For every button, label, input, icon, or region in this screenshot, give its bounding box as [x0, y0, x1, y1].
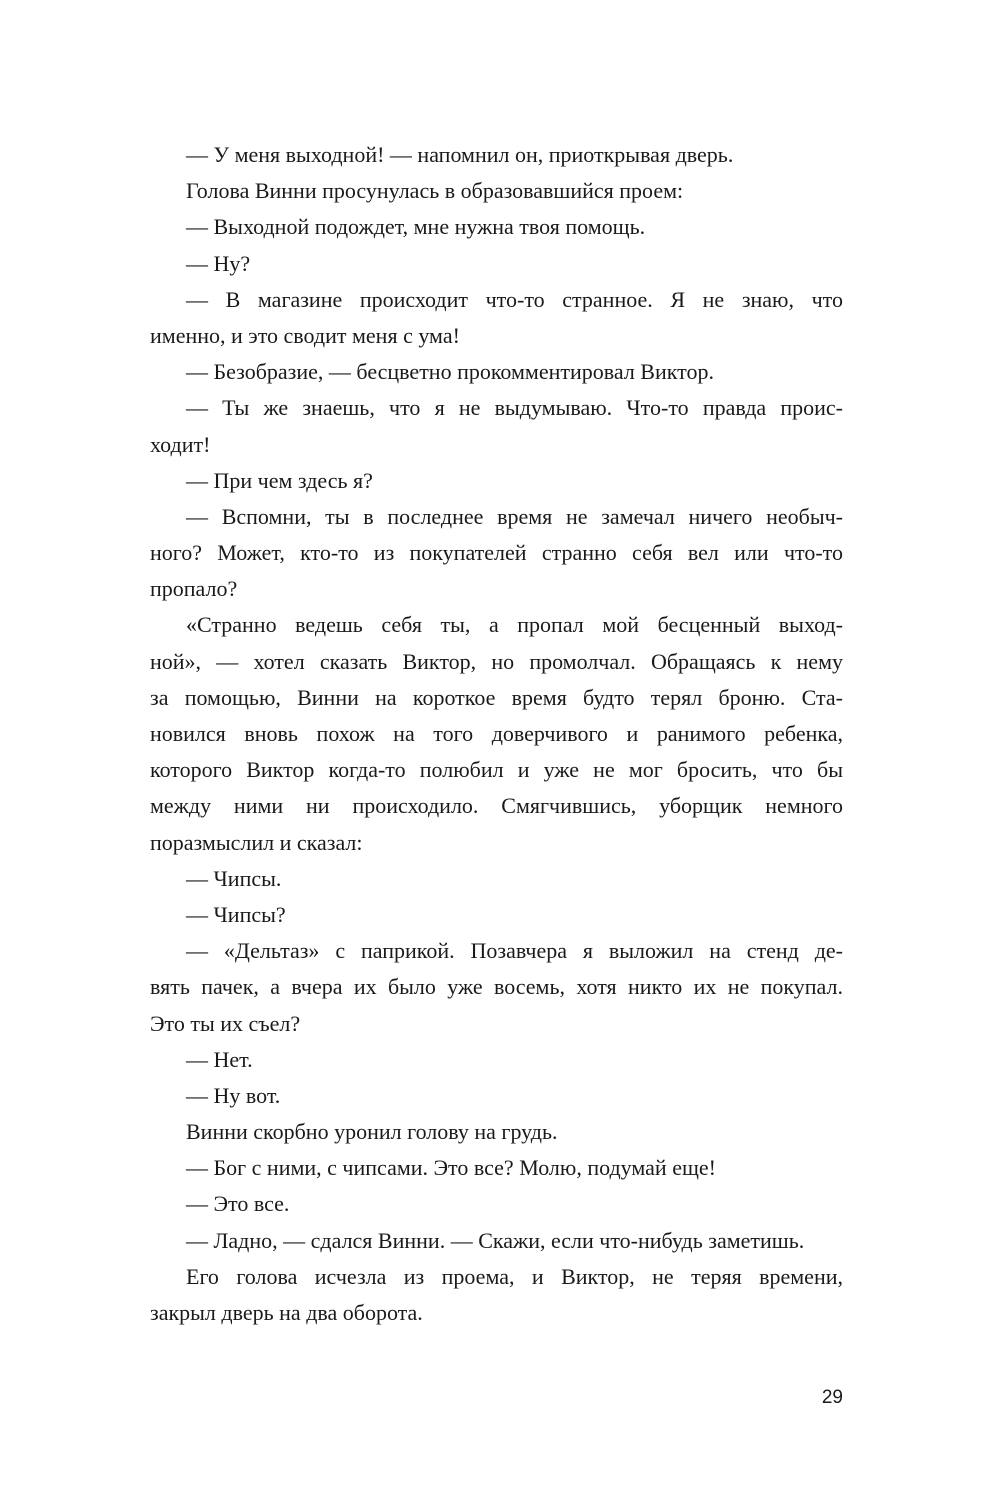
text-line: — Бог с ними, с чипсами. Это все? Молю, подумай еще!: [186, 1155, 716, 1181]
text-line: Это ты их съел?: [150, 1010, 301, 1036]
text-line: — Ну вот.: [186, 1082, 281, 1108]
page-number: 29: [821, 1387, 843, 1408]
text-line: — «Дельтаз» с паприкой. Позавчера я выложил на стенд де-: [186, 938, 843, 964]
text-line: — Это все.: [186, 1191, 290, 1217]
paragraph: [150, 499, 843, 608]
text-line: Винни скорбно уронил голову на грудь.: [186, 1119, 558, 1145]
text-line: — Чипсы.: [186, 865, 282, 891]
paragraph: [150, 246, 843, 282]
text-line: — Ну?: [186, 250, 251, 276]
paragraph: [150, 173, 843, 209]
text-line: — Вспомни, ты в последнее время не замечал ничего необыч-: [186, 503, 843, 529]
paragraph: [150, 933, 843, 1042]
text-line: — Чипсы?: [186, 901, 286, 927]
paragraph: [150, 1114, 843, 1150]
text-line: ходит!: [150, 431, 211, 457]
text-line: ной», — хотел сказать Виктор, но промолчал. Обращаясь к нему: [150, 648, 843, 674]
paragraph: [150, 137, 843, 173]
paragraph: [150, 1186, 843, 1222]
paragraph: [150, 209, 843, 245]
paragraph: [150, 861, 843, 897]
text-line: — Выходной подождет, мне нужна твоя помощь.: [186, 214, 646, 240]
text-line: именно, и это сводит меня с ума!: [150, 322, 460, 348]
body-text: [150, 137, 843, 1331]
text-line: — Нет.: [186, 1046, 253, 1072]
text-line: — У меня выходной! — напомнил он, приоткрывая дверь.: [186, 142, 734, 167]
text-line: за помощью, Винни на короткое время будто терял броню. Ста-: [150, 684, 843, 710]
text-line: — При чем здесь я?: [186, 467, 373, 493]
text-line: вять пачек, а вчера их было уже восемь, хотя никто их не покупал.: [150, 974, 843, 1000]
text-line: Голова Винни просунулась в образовавшийся проем:: [186, 178, 684, 204]
text-line: закрыл дверь на два оборота.: [150, 1300, 423, 1325]
text-line: — Ладно, — сдался Винни. — Скажи, если что-нибудь заметишь.: [186, 1227, 805, 1253]
paragraph: [150, 1223, 843, 1259]
paragraph: [150, 1259, 843, 1331]
text-line: Его голова исчезла из проема, и Виктор, не теряя времени,: [186, 1263, 843, 1289]
text-line: новился вновь похож на того доверчивого и ранимого ребенка,: [150, 721, 843, 746]
paragraph: [150, 463, 843, 499]
paragraph: [150, 607, 843, 860]
text-line: которого Виктор когда-то полюбил и уже не мог бросить, что бы: [150, 757, 843, 783]
paragraph: [150, 1078, 843, 1114]
paragraph: [150, 390, 843, 462]
paragraph: [150, 1150, 843, 1186]
paragraph: [150, 282, 843, 354]
text-line: между ними ни происходило. Смягчившись, уборщик немного: [150, 793, 843, 819]
text-line: поразмыслил и сказал:: [150, 829, 363, 855]
paragraph: [150, 1042, 843, 1078]
paragraph: [150, 897, 843, 933]
text-line: «Странно ведешь себя ты, а пропал мой бесценный выход-: [186, 612, 843, 638]
text-line: — Ты же знаешь, что я не выдумываю. Что-то правда проис-: [186, 395, 843, 421]
text-line: — Безобразие, — бесцветно прокомментировал Виктор.: [186, 359, 714, 385]
text-line: — В магазине происходит что-то странное. Я не знаю, что: [186, 286, 843, 312]
paragraph: [150, 354, 843, 390]
text-line: пропало?: [150, 576, 238, 602]
text-line: ного? Может, кто-то из покупателей странно себя вел или что-то: [150, 540, 843, 566]
